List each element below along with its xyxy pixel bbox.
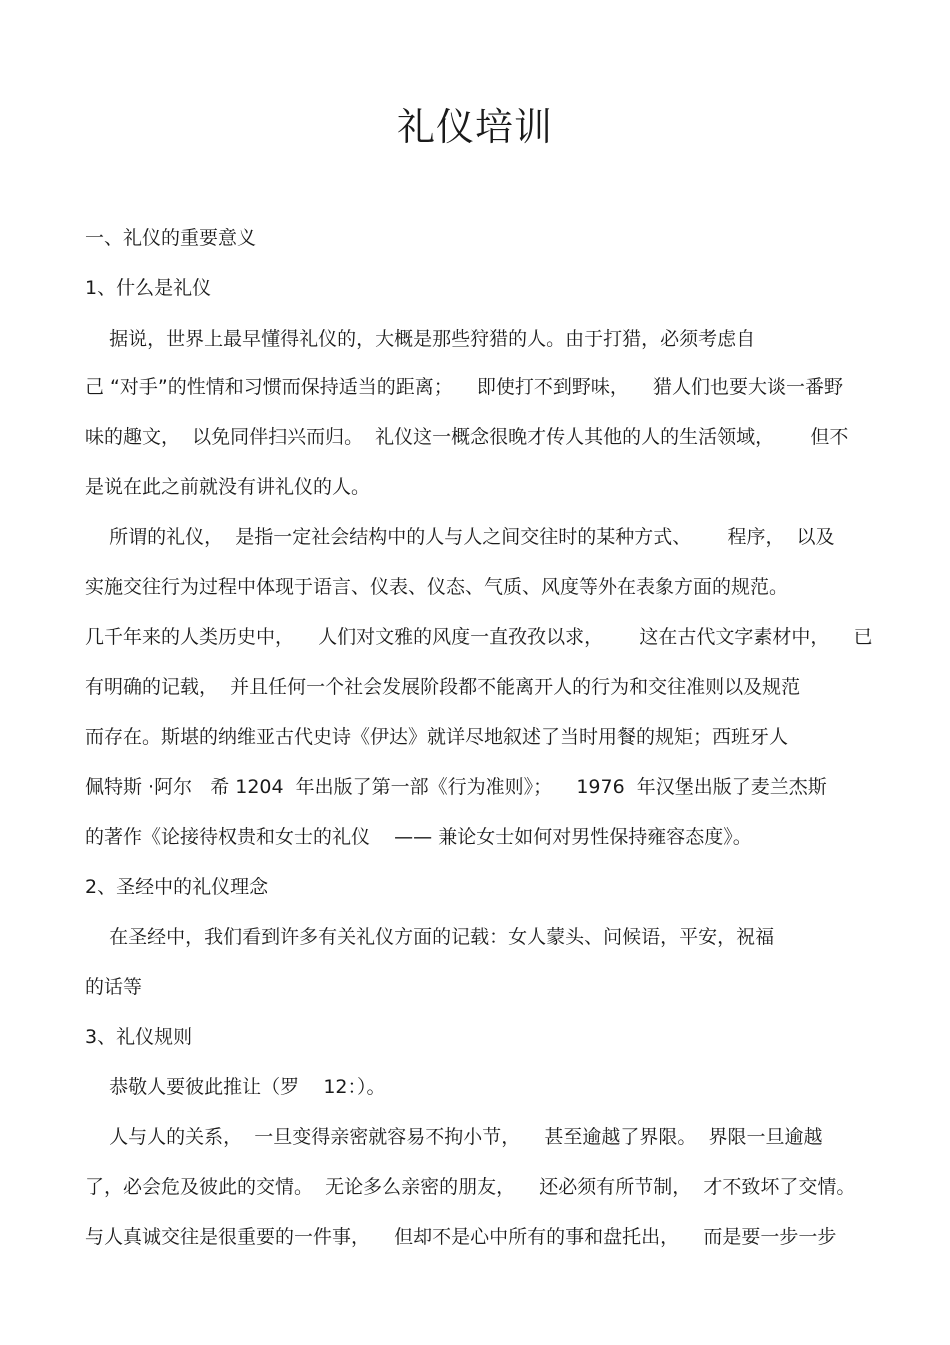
paragraph-line: 在圣经中，我们看到许多有关礼仪方面的记载：女人蒙头、问候语，平安，祝福 [85, 926, 775, 948]
document-title: 礼仪培训 [396, 105, 553, 149]
paragraph-line: 几千年来的人类历史中， 人们对文雅的风度一直孜孜以求， 这在古代文字素材中， 已 [85, 626, 873, 648]
paragraph-line: 人与人的关系， 一旦变得亲密就容易不拘小节， 甚至逾越了界限。 界限一旦逾越 [85, 1126, 823, 1148]
paragraph-line: 所谓的礼仪， 是指一定社会结构中的人与人之间交往时的某种方式、 程序， 以及 [85, 526, 835, 548]
paragraph-line: 己 “对手”的性情和习惯而保持适当的距离； 即使打不到野味， 猎人们也要大谈一番野 [85, 376, 844, 398]
paragraph-line: 实施交往行为过程中体现于语言、仪表、仪态、气质、风度等外在表象方面的规范。 [85, 576, 789, 598]
paragraph-line: 恭敬人要彼此推让（罗 12：）。 [85, 1076, 386, 1098]
paragraph-line: 味的趣文， 以免同伴扫兴而归。 礼仪这一概念很晚才传人其他的人的生活领域， 但不 [85, 426, 849, 448]
paragraph-line: 的著作《论接待权贵和女士的礼仪 —— 兼论女士如何对男性保持雍容态度》。 [85, 826, 752, 848]
subsection-heading-3: 3、礼仪规则 [85, 1026, 193, 1048]
paragraph-line: 与人真诚交往是很重要的一件事， 但却不是心中所有的事和盘托出， 而是要一步一步 [85, 1226, 837, 1248]
subsection-heading-2: 2、圣经中的礼仪理念 [85, 876, 269, 898]
subsection-heading-1: 1、什么是礼仪 [85, 277, 212, 299]
paragraph-line: 有明确的记载， 并且任何一个社会发展阶段都不能离开人的行为和交往准则以及规范 [85, 676, 801, 698]
paragraph-line: 而存在。斯堪的纳维亚古代史诗《伊达》就详尽地叙述了当时用餐的规矩；西班牙人 [85, 726, 789, 748]
paragraph-line: 佩特斯 ·阿尔 希 1204 年出版了第一部《行为准则》； 1976 年汉堡出版了麦兰杰斯 [85, 776, 827, 798]
paragraph-line: 是说在此之前就没有讲礼仪的人。 [85, 476, 371, 498]
paragraph-line: 的话等 [85, 976, 143, 998]
paragraph-line: 了，必会危及彼此的交情。 无论多么亲密的朋友， 还必须有所节制， 才不致坏了交情。 [85, 1176, 856, 1198]
section-heading-1: 一、礼仪的重要意义 [85, 227, 257, 249]
paragraph-line: 据说，世界上最早懂得礼仪的，大概是那些狩猎的人。由于打猎，必须考虑自 [85, 328, 756, 350]
